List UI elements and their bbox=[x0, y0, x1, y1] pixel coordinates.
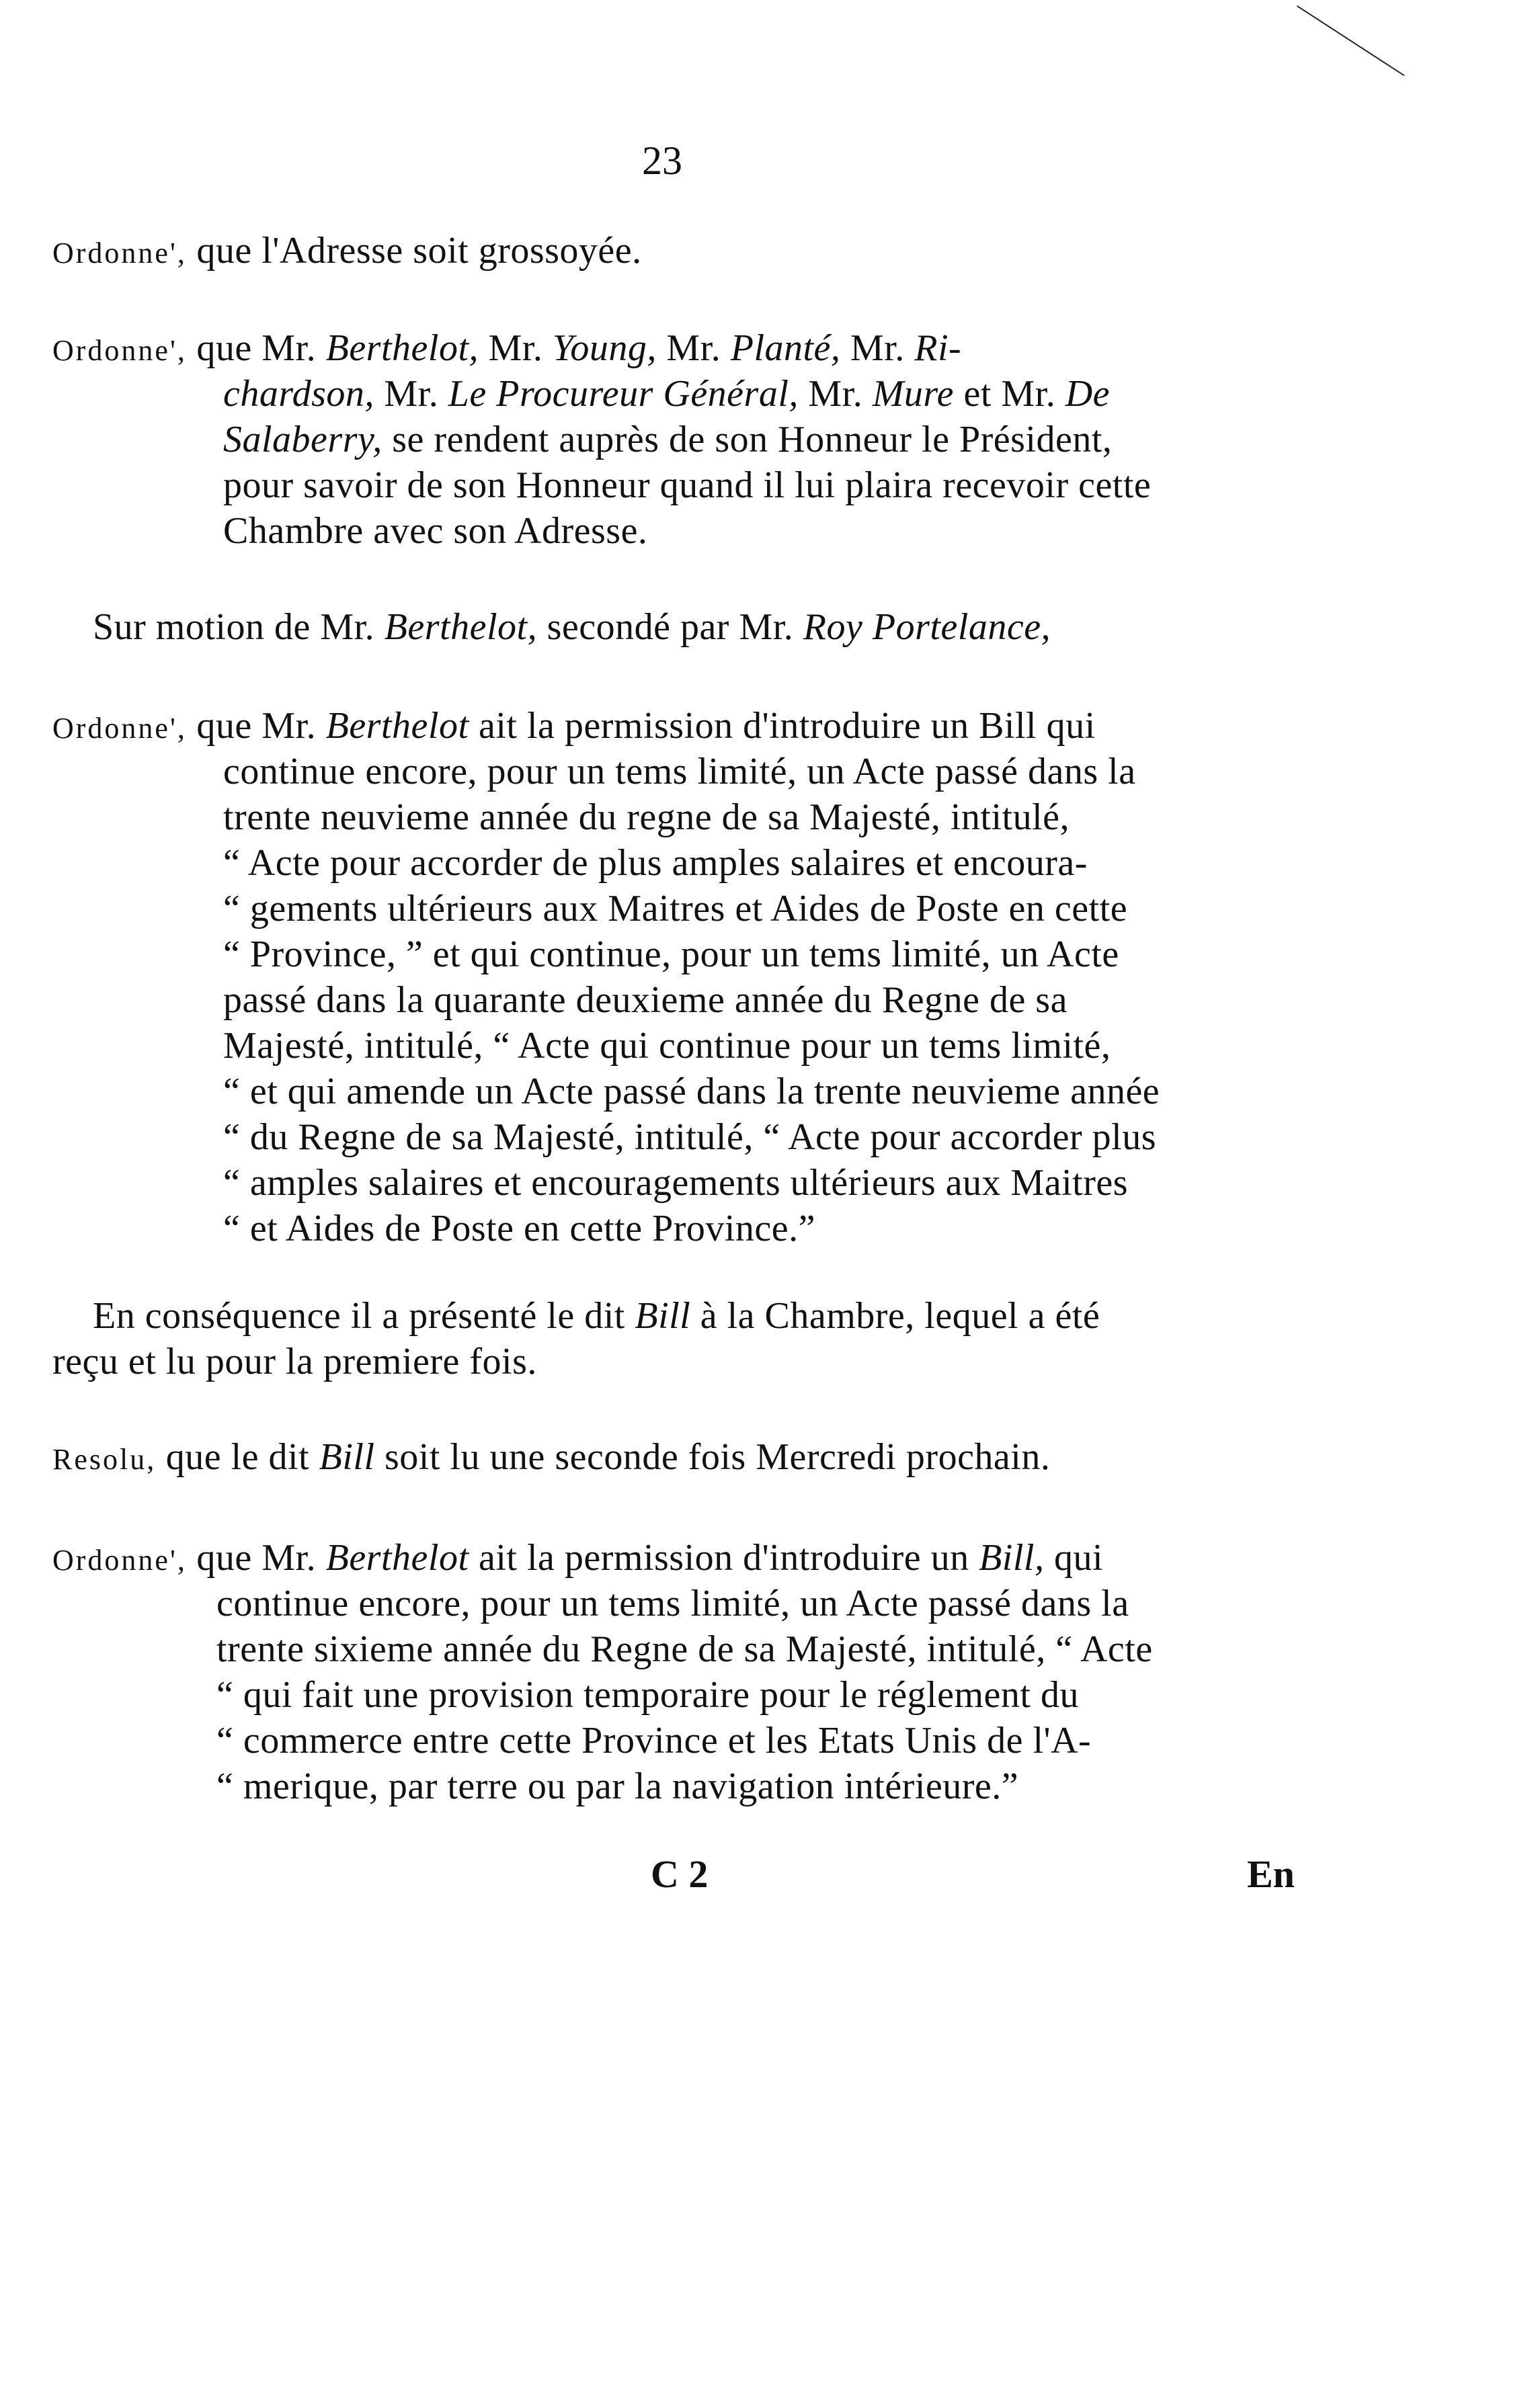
ordonne-keyword: Ordonne', bbox=[52, 1544, 187, 1577]
resolu-keyword: Resolu, bbox=[52, 1443, 157, 1476]
catchword: En bbox=[1247, 1852, 1295, 1896]
paragraph-ordonne-grossoyee: Ordonne', que l'Adresse soit grossoyée. bbox=[52, 230, 642, 272]
ordonne-keyword: Ordonne', bbox=[52, 712, 187, 745]
page-number: 23 bbox=[642, 138, 682, 183]
ordonne-keyword: Ordonne', bbox=[52, 334, 187, 367]
paragraph-motion: Sur motion de Mr. Berthelot, secondé par Mr. Roy Portelance, bbox=[93, 606, 1051, 648]
ordonne-keyword: Ordonne', bbox=[52, 237, 187, 269]
document-page: 23 Ordonne', que l'Adresse soit grossoyée. Ordonne', que Mr. Berthelot, Mr. Young, Mr. Planté, Mr. Ri- chardson, Mr. Le Procureur Général, Mr. Mure et Mr. De Salaberry, se rendent auprès de son Honneur le Président, pour savoir de son Honneur quand il lui plaira recevoir cette Chambre avec son Adresse. Sur motion de Mr. Berthelot, secondé par Mr. Roy Portelance, Ordonne', que Mr. Berthelot ait la permission d'introduire un Bill qui continue encore, pour un tems limité, un Acte passé dans la trente neuvieme année du regne de sa Majesté, intitulé, “ Acte pour accorder de plus amples salaires et encoura- “ gements ultérieurs aux Maitres et Aides de Poste en cette “ Province, ” et qui continue, pour un tems limité, un Acte passé dans la quarante deuxieme année du Regne de sa Majesté, intitulé, “ Acte qui continue pour un tems limité, “ et qui amende un Acte passé dans la trente neuvieme année “ du Regne de sa Majesté, intitulé, “ Acte pour accorder plus “ amples salaires et encouragements ultérieurs aux Maitres “ et Aides de Poste en cette Province.” En conséquence il a présenté le dit Bill à la Chambre, lequel a été reçu et lu pour la premiere fois. Resolu, que le dit Bill soit lu une seconde fois Mercredi prochain. Ordonne', que Mr. Berthelot ait la permission d'introduire un Bill, qui continue encore, pour un tems limité, un Acte passé dans la trente sixieme année du Regne de sa Majesté, intitulé, “ Acte “ qui fait une provision temporaire pour le réglement du “ commerce entre cette Province et les Etats Unis de l'A- “ merique, par terre ou par la navigation intérieure.” C 2 En bbox=[0, 0, 1530, 2408]
paragraph-resolu: Resolu, que le dit Bill soit lu une seconde fois Mercredi prochain. bbox=[52, 1436, 1051, 1478]
signature-mark: C 2 bbox=[651, 1852, 709, 1896]
scan-scratch bbox=[1297, 5, 1404, 76]
